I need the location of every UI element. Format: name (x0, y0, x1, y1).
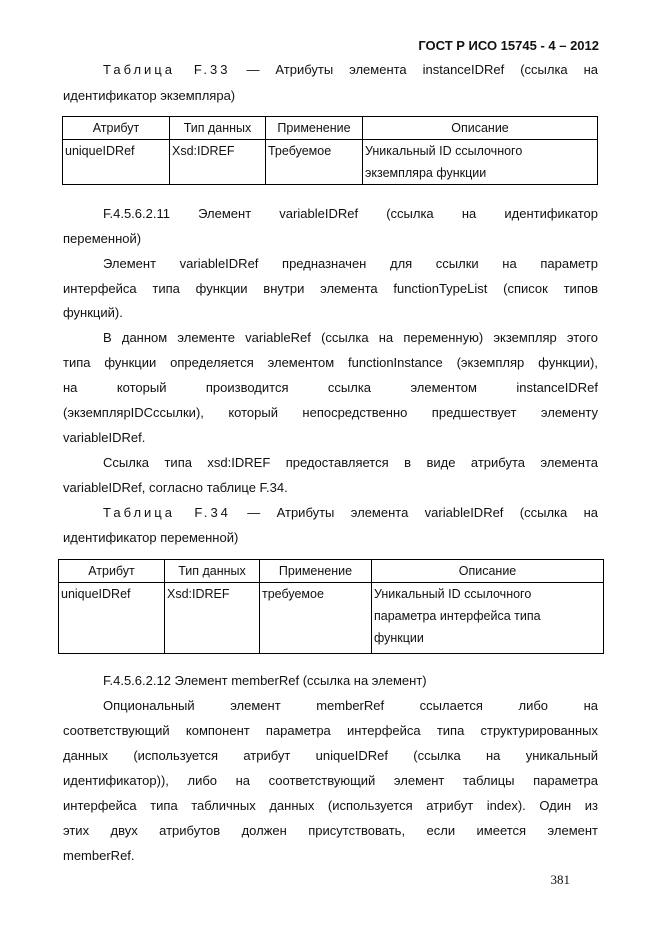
col-header: Описание (372, 560, 604, 583)
paragraph-line: на который производится ссылка элементом instanceIDRef (63, 380, 598, 395)
paragraph-line: интерфейса типа табличных данных (используется атрибут index). Один из (63, 798, 598, 813)
document-header: ГОСТ Р ИСО 15745 - 4 – 2012 (418, 38, 599, 53)
col-header: Описание (363, 117, 598, 140)
paragraph-line: Ссылка типа xsd:IDREF предоставляется в виде атрибута элемента (103, 455, 598, 470)
col-header: Применение (260, 560, 372, 583)
caption-label: Таблица F.34 (103, 505, 231, 520)
table-row (63, 140, 598, 185)
cell-usage: требуемое (260, 583, 372, 654)
cell-type: Xsd:IDREF (170, 140, 266, 185)
paragraph-line: соответствующий компонент параметра интерфейса типа структурированных (63, 723, 598, 738)
col-header: Тип данных (170, 117, 266, 140)
table-caption-cont: идентификатор переменной) (63, 530, 239, 545)
paragraph-line: типа функции определяется элементом functionInstance (экземпляр функции), (63, 355, 598, 370)
col-header: Применение (266, 117, 363, 140)
table-row (59, 583, 604, 654)
section-heading: F.4.5.6.2.12 Элемент memberRef (ссылка на элемент) (103, 673, 427, 688)
cell-usage: Требуемое (266, 140, 363, 185)
paragraph-line: variableIDRef, согласно таблице F.34. (63, 480, 288, 495)
paragraph-line: Опциональный элемент memberRef ссылается либо на (103, 698, 598, 713)
attributes-table-f33 (62, 116, 598, 185)
paragraph-line: идентификатор)), либо на соответствующий элемент таблицы параметра (63, 773, 598, 788)
col-header: Атрибут (63, 117, 170, 140)
section-heading: F.4.5.6.2.11 Элемент variableIDRef (ссылка на идентификатор (103, 206, 598, 221)
paragraph-line: данных (используется атрибут uniqueIDRef (ссылка на уникальный (63, 748, 598, 763)
paragraph-line: variableIDRef. (63, 430, 146, 445)
paragraph-line: (экземплярIDCссылки), который непосредственно предшествует элементу (63, 405, 598, 420)
paragraph-line: переменной) (63, 231, 142, 246)
table-caption (103, 62, 598, 77)
table-caption-cont: идентификатор экземпляра) (63, 88, 236, 103)
cell-attribute: uniqueIDRef (63, 140, 170, 185)
paragraph-line: В данном элементе variableRef (ссылка на переменную) экземпляр этого (103, 330, 598, 345)
paragraph-line: Элемент variableIDRef предназначен для ссылки на параметр (103, 256, 598, 271)
cell-description: Уникальный ID ссылочного экземпляра функции (363, 140, 598, 185)
cell-type: Xsd:IDREF (165, 583, 260, 654)
cell-description: Уникальный ID ссылочного параметра интерфейса типа функции (372, 583, 604, 654)
cell-attribute: uniqueIDRef (59, 583, 165, 654)
table-caption (103, 505, 598, 520)
paragraph-line: этих двух атрибутов должен присутствовать, если имеется элемент (63, 823, 598, 838)
caption-text: — Атрибуты элемента variableIDRef (ссылка на (230, 505, 598, 520)
col-header: Атрибут (59, 560, 165, 583)
attributes-table-f34 (58, 559, 604, 654)
paragraph-line: интерфейса типа функции внутри элемента functionTypeList (список типов (63, 281, 598, 296)
page-number: 381 (550, 872, 570, 887)
col-header: Тип данных (165, 560, 260, 583)
paragraph-line: функций). (63, 305, 123, 320)
caption-label: Таблица F.33 (103, 62, 231, 77)
paragraph-line: memberRef. (63, 848, 135, 863)
caption-text: — Атрибуты элемента instanceIDRef (ссылка на (230, 62, 599, 77)
